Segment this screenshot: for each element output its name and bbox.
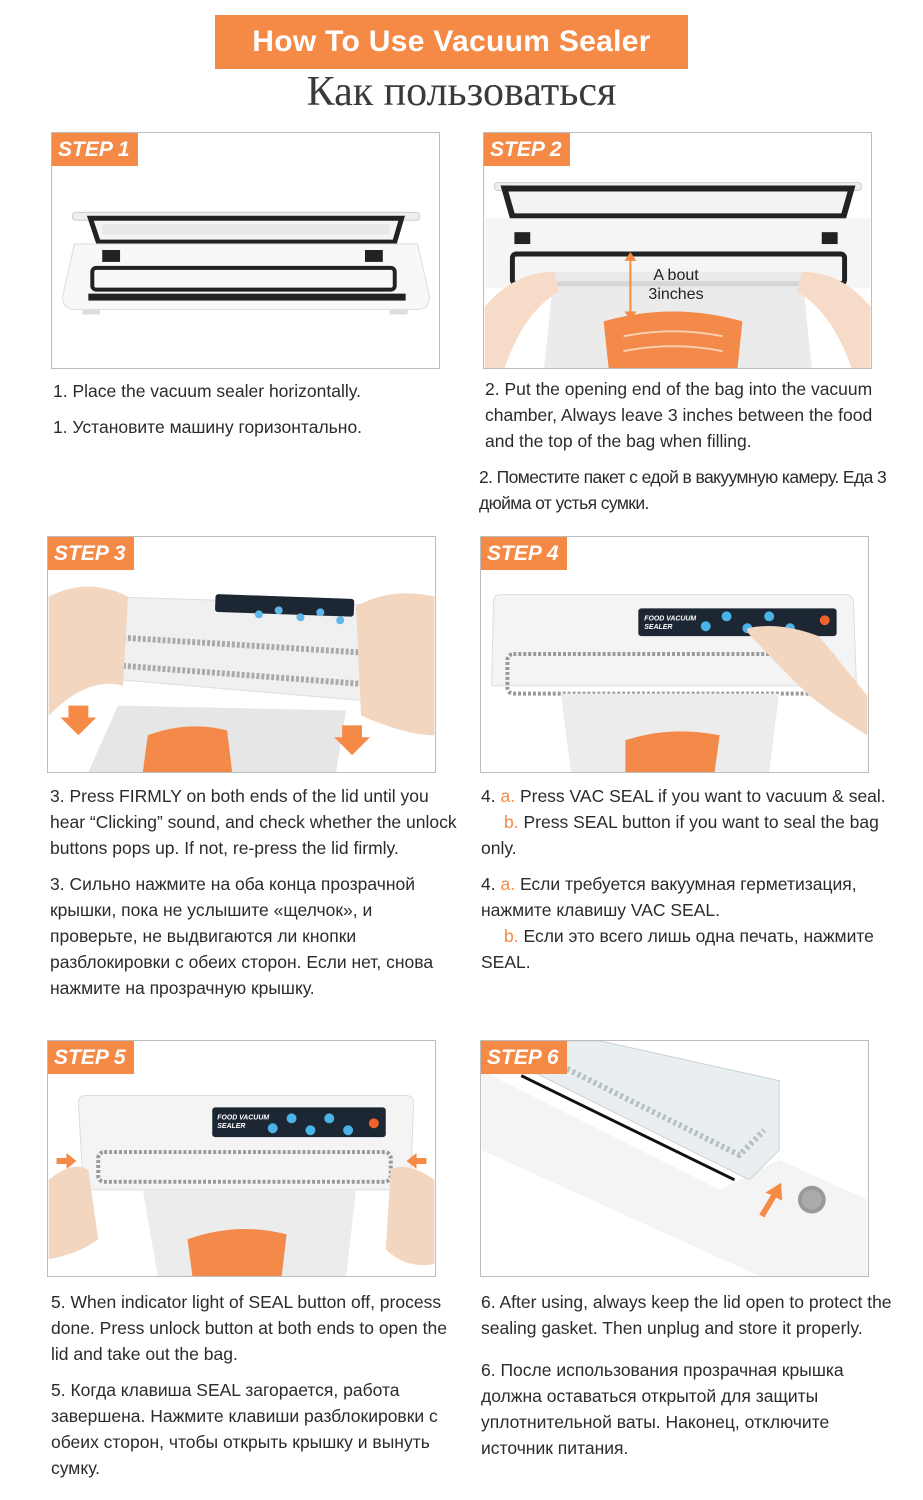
- step-6-en: 6. After using, always keep the lid open to protect the sealing gasket. Then unplug and store it properly.: [481, 1292, 892, 1338]
- step-1-text: [53, 378, 453, 450]
- step-4-en-b: b. Press SEAL button if you want to seal the bag only.: [481, 812, 879, 858]
- vacuum-sealer-open-illustration: [52, 133, 439, 368]
- svg-text:FOOD VACUUM: FOOD VACUUM: [217, 1114, 270, 1122]
- step-badge: STEP 3: [48, 537, 134, 570]
- title-banner: [215, 15, 688, 69]
- step-4-panel: [480, 536, 869, 773]
- step-badge: STEP 6: [481, 1041, 567, 1074]
- bag-insert-illustration: [484, 133, 871, 368]
- step-3-en: 3. Press FIRMLY on both ends of the lid until you hear “Clicking” sound, and check whether the unlock buttons pops up. If not, re-press the lid firmly.: [50, 786, 457, 858]
- step-6-ru: 6. После использования прозрачная крышка должна оставаться открытой для защиты уплотнительной ваты. Наконец, отключите источник питания.: [481, 1360, 844, 1458]
- svg-text:SEALER: SEALER: [217, 1123, 246, 1131]
- step-5-text: [51, 1289, 466, 1491]
- press-lid-illustration: [48, 537, 435, 772]
- step-3-ru: 3. Сильно нажмите на оба конца прозрачной крышки, пока не услышите «щелчок», и проверьте, не выдвигаются ли кнопки разблокировки с обеих сторон. Если нет, снова нажмите на прозрачную крышку.: [50, 874, 434, 998]
- step-badge: STEP 5: [48, 1041, 134, 1074]
- step-badge: STEP 1: [52, 133, 138, 166]
- step-4-ru-b: b. Если это всего лишь одна печать, нажмите SEAL.: [481, 926, 874, 972]
- option-a-marker: a.: [500, 786, 516, 806]
- step-2-en: 2. Put the opening end of the bag into the vacuum chamber, Always leave 3 inches between the food and the top of the bag when filling.: [485, 379, 873, 451]
- page-subtitle: Как пользоваться: [306, 69, 617, 115]
- step-1-ru: 1. Установите машину горизонтально.: [53, 417, 363, 437]
- option-a-marker: a.: [500, 874, 516, 894]
- unlock-lid-illustration: [48, 1041, 435, 1276]
- step-3-panel: [47, 536, 436, 773]
- step-2-panel: [483, 132, 872, 369]
- step-6-text: [481, 1289, 901, 1471]
- svg-text:SEALER: SEALER: [644, 624, 673, 632]
- step-6-panel: [480, 1040, 869, 1277]
- option-b-marker: b.: [504, 812, 519, 832]
- step-1-panel: [51, 132, 440, 369]
- step-badge: STEP 4: [481, 537, 567, 570]
- vac-seal-button-illustration: [481, 537, 868, 772]
- step-5-en: 5. When indicator light of SEAL button off, process done. Press unlock button at both ends to open the lid and take out the bag.: [51, 1292, 447, 1364]
- step-4-en: 4. a. Press VAC SEAL if you want to vacuum & seal.: [481, 786, 886, 806]
- page-title: How To Use Vacuum Sealer: [252, 25, 651, 58]
- lid-open-illustration: [481, 1041, 868, 1276]
- option-b-marker: b.: [504, 926, 519, 946]
- step-5-ru: 5. Когда клавиша SEAL загорается, работа завершена. Нажмите клавиши разблокировки с обеих сторон, чтобы открыть крышку и вынуть сумку.: [51, 1380, 438, 1478]
- step-2-text: [479, 376, 895, 526]
- step-4-text: [481, 783, 906, 985]
- step-3-text: [50, 783, 460, 1011]
- step-2-ru: 2. Поместите пакет с едой в вакуумную камеру. Еда 3 дюйма от устья сумки.: [479, 467, 887, 513]
- step-4-ru: 4. a. Если требуется вакуумная герметизация, нажмите клавишу VAC SEAL.: [481, 874, 857, 920]
- step-badge: STEP 2: [484, 133, 570, 166]
- svg-text:FOOD VACUUM: FOOD VACUUM: [644, 615, 697, 623]
- distance-annotation: A bout 3inches: [648, 267, 704, 303]
- step-5-panel: [47, 1040, 436, 1277]
- step-1-en: 1. Place the vacuum sealer horizontally.: [53, 381, 362, 401]
